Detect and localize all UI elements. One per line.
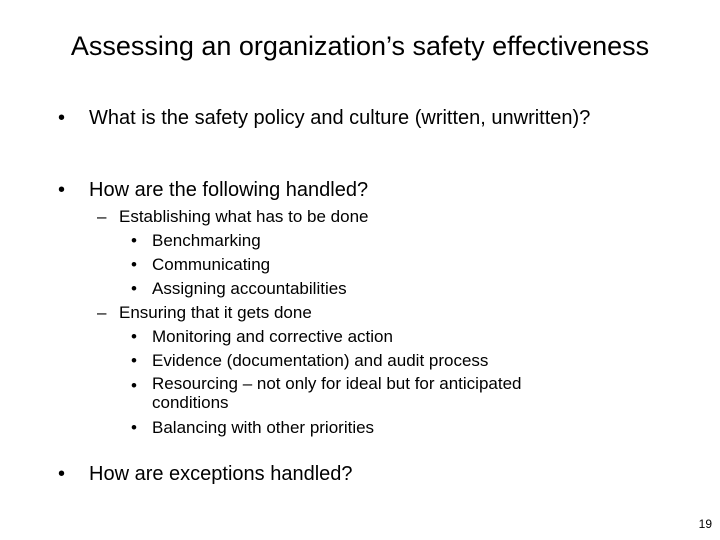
slide-title: Assessing an organization’s safety effectiveness <box>70 31 650 61</box>
sub-sub-item <box>131 277 347 301</box>
sub-sub-item <box>131 374 597 412</box>
bullet-marker: • <box>131 376 137 395</box>
slide-number: 19 <box>698 517 712 531</box>
sub-sub-item-text: Assigning accountabilities <box>152 279 347 298</box>
bullet-item <box>58 179 649 201</box>
sub-sub-item-text: Evidence (documentation) and audit process <box>152 351 489 370</box>
sub-sub-item <box>131 416 374 440</box>
sub-sub-item <box>131 229 261 253</box>
dash-marker: – <box>97 207 107 226</box>
bullet-text: How are exceptions handled? <box>89 463 353 485</box>
sub-sub-item <box>131 253 270 277</box>
bullet-text: What is the safety policy and culture (written, unwritten)? <box>89 107 591 129</box>
sub-sub-item-text: Communicating <box>152 255 271 274</box>
bullet-marker: • <box>131 255 137 274</box>
sub-sub-item-text: Balancing with other priorities <box>152 418 375 437</box>
bullet-marker: • <box>131 327 137 346</box>
bullet-marker: • <box>58 179 66 201</box>
bullet-marker: • <box>58 463 66 485</box>
sub-sub-item <box>131 349 488 373</box>
bullet-marker: • <box>131 418 137 437</box>
bullet-marker: • <box>131 231 137 250</box>
sub-item-text: Ensuring that it gets done <box>119 303 312 322</box>
sub-item-text: Establishing what has to be done <box>119 207 369 226</box>
bullet-item <box>58 107 649 129</box>
sub-item <box>97 301 312 325</box>
sub-sub-item-text: Benchmarking <box>152 231 261 250</box>
bullet-marker: • <box>131 279 137 298</box>
bullet-item <box>58 463 649 485</box>
sub-item <box>97 205 369 229</box>
sub-sub-item-text: Monitoring and corrective action <box>152 327 393 346</box>
bullet-marker: • <box>131 351 137 370</box>
bullet-marker: • <box>58 107 66 129</box>
sub-sub-item <box>131 325 393 349</box>
sub-sub-item-text: Resourcing – not only for ideal but for anticipated conditions <box>152 374 522 412</box>
dash-marker: – <box>97 303 107 322</box>
bullet-text: How are the following handled? <box>89 179 369 201</box>
